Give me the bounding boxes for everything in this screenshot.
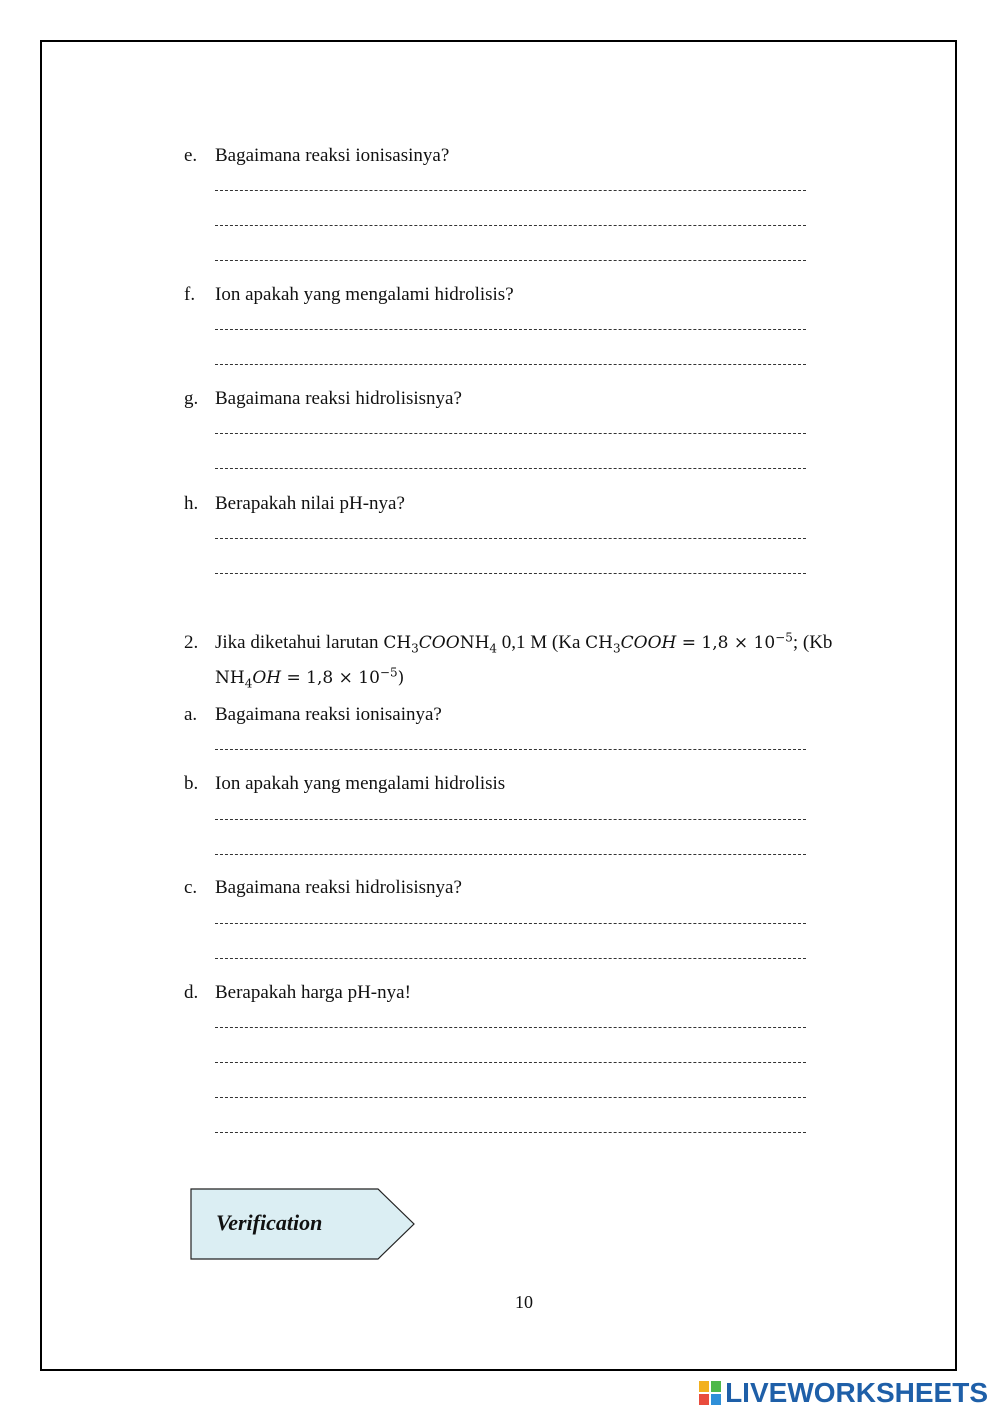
- answer-line[interactable]: [215, 260, 806, 261]
- problem-intro: Jika diketahui larutan: [215, 632, 379, 653]
- answer-line[interactable]: [215, 958, 806, 959]
- question-letter: f.: [184, 284, 196, 305]
- question-text: Bagaimana reaksi ionisasinya?: [215, 145, 450, 166]
- answer-line[interactable]: [215, 854, 806, 855]
- question-text: Berapakah harga pH-nya!: [215, 982, 411, 1003]
- question-letter: e.: [184, 145, 198, 166]
- kb-value: = 1,8 × 10: [286, 668, 380, 688]
- answer-line[interactable]: [215, 1027, 806, 1028]
- question-h: [184, 493, 405, 515]
- answer-line[interactable]: [215, 1132, 806, 1133]
- question-c: [184, 877, 462, 899]
- question-text: Bagaimana reaksi hidrolisisnya?: [215, 388, 462, 409]
- question-letter: h.: [184, 493, 199, 514]
- answer-line[interactable]: [215, 749, 806, 750]
- liveworksheets-brand[interactable]: [699, 1376, 988, 1410]
- question-letter: d.: [184, 982, 199, 1003]
- question-letter: a.: [184, 704, 198, 725]
- verification-banner: [190, 1188, 416, 1260]
- verification-label: Verification: [216, 1210, 323, 1235]
- question-letter: c.: [184, 877, 198, 898]
- answer-line[interactable]: [215, 190, 806, 191]
- answer-line[interactable]: [215, 225, 806, 226]
- answer-line[interactable]: [215, 573, 806, 574]
- kb-prefix: ; (Kb: [792, 632, 833, 653]
- question-text: Bagaimana reaksi hidrolisisnya?: [215, 877, 462, 898]
- problem-number: 2.: [184, 632, 199, 653]
- question-letter: g.: [184, 388, 199, 409]
- question-f: [184, 284, 514, 306]
- answer-line[interactable]: [215, 433, 806, 434]
- question-text: Bagaimana reaksi ionisainya?: [215, 704, 442, 725]
- answer-line[interactable]: [215, 1062, 806, 1063]
- question-g: [184, 388, 462, 410]
- answer-line[interactable]: [215, 329, 806, 330]
- answer-line[interactable]: [215, 538, 806, 539]
- question-a: [184, 704, 442, 726]
- question-letter: b.: [184, 773, 199, 794]
- answer-line[interactable]: [215, 364, 806, 365]
- kb-exponent: −5: [379, 665, 398, 680]
- answer-line[interactable]: [215, 1097, 806, 1098]
- answer-line[interactable]: [215, 923, 806, 924]
- ka-exponent: −5: [775, 630, 793, 645]
- answer-line[interactable]: [215, 819, 806, 820]
- formula-kb: $NH_4OH = 1,8 \times 10^{-5}$): [215, 665, 405, 691]
- formula-ch3coonh4: $CH_3COONH_4$: [383, 633, 498, 656]
- problem-text-line1: [215, 632, 832, 654]
- page-border: [40, 40, 957, 1371]
- brand-text: LIVEWORKSHEETS: [725, 1377, 988, 1408]
- problem-2-line2: [184, 667, 404, 689]
- ka-value: = 1,8 × 10: [681, 633, 776, 653]
- concentration-text: 0,1 M (Ka: [501, 632, 581, 653]
- problem-2-statement: [184, 632, 832, 654]
- question-b: [184, 773, 505, 795]
- liveworksheets-logo-icon: [699, 1381, 721, 1405]
- question-text: Ion apakah yang mengalami hidrolisis?: [215, 284, 514, 305]
- question-text: Ion apakah yang mengalami hidrolisis: [215, 773, 506, 794]
- question-d: [184, 982, 411, 1004]
- question-e: [184, 145, 449, 167]
- page-number: 10: [515, 1292, 533, 1312]
- formula-ka: $CH_3COOH = 1,8 \times 10^{-5}$: [585, 630, 793, 656]
- question-text: Berapakah nilai pH-nya?: [215, 493, 405, 514]
- answer-line[interactable]: [215, 468, 806, 469]
